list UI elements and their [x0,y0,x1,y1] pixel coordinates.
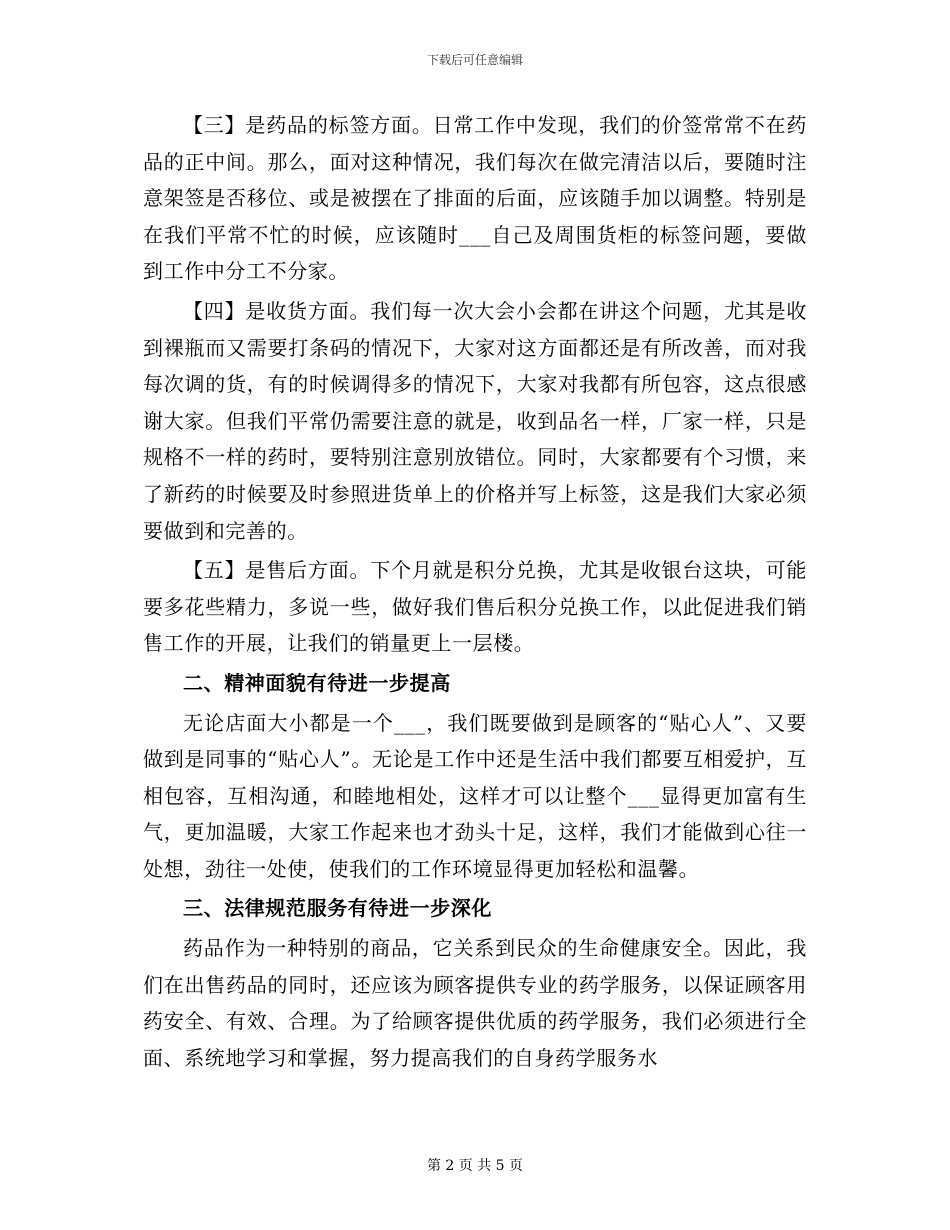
paragraph-labels: 【三】是药品的标签方面。日常工作中发现，我们的价签常常不在药品的正中间。那么，面对这种情况，我们每次在做完清洁以后，要随时注意架签是否移位、或是被摆在了排面的后面，应该随手加以调整。特别是在我们平常不忙的时候，应该随时___自己及周围货柜的标签问题，要做到工作中分工不分家。 [143,113,807,284]
section-heading-legal: 三、法律规范服务有待进一步深化 [183,896,492,921]
section-heading-spirit: 二、精神面貌有待进一步提高 [183,670,451,695]
page-header: 下载后可任意编辑 [426,53,523,67]
paragraph-legal: 药品作为一种特别的商品，它关系到民众的生命健康安全。因此，我们在出售药品的同时，还应该为顾客提供专业的药学服务，以保证顾客用药安全、有效、合理。为了给顾客提供优质的药学服务，我们必须进行全面、系统地学习和掌握，努力提高我们的自身药学服务水 [143,936,807,1070]
page-number: 第 2 页 共 5 页 [426,1158,524,1174]
document-body [143,107,807,1076]
paragraph-spirit: 无论店面大小都是一个___，我们既要做到是顾客的“贴心人”、又要做到是同事的“贴心人”。无论是工作中还是生活中我们都要互相爱护，互相包容，互相沟通，和睦地相处，这样才可以让整个___显得更加富有生气，更加温暖，大家工作起来也才劲头十足，这样，我们才能做到心往一处想，劲往一处使，使我们的工作环境显得更加轻松和温馨。 [143,710,807,881]
paragraph-after-sales: 【五】是售后方面。下个月就是积分兑换，尤其是收银台这块，可能要多花些精力，多说一些，做好我们售后积分兑换工作，以此促进我们销售工作的开展，让我们的销量更上一层楼。 [143,558,807,656]
paragraph-receiving: 【四】是收货方面。我们每一次大会小会都在讲这个问题，尤其是收到裸瓶而又需要打条码的情况下，大家对这方面都还是有所改善，而对我每次调的货，有的时候调得多的情况下，大家对我都有所包容，这点很感谢大家。但我们平常仍需要注意的就是，收到品名一样，厂家一样，只是规格不一样的药时，要特别注意别放错位。同时，大家都要有个习惯，来了新药的时候要及时参照进货单上的价格并写上标签，这是我们大家必须要做到和完善的。 [143,298,807,543]
